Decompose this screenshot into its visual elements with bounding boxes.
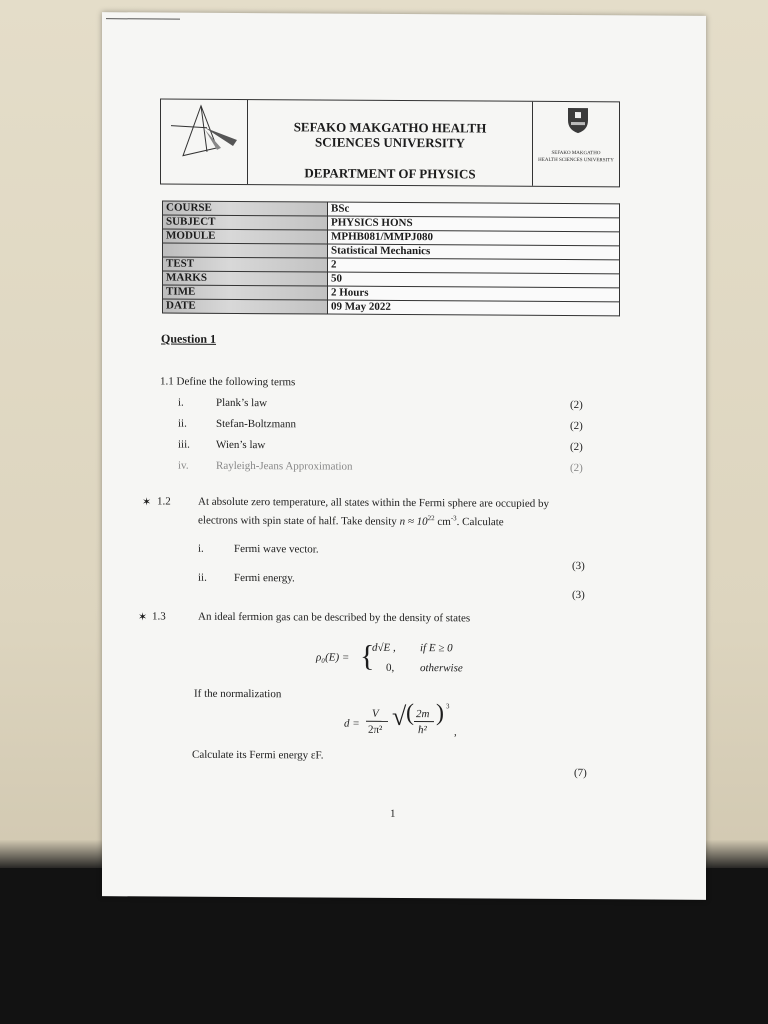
crest-text-line1: SEFAKO MAKGATHO <box>551 150 601 157</box>
info-label: MARKS <box>163 271 328 286</box>
page-number: 1 <box>390 807 396 820</box>
q12-text-d: . Calculate <box>456 515 504 529</box>
q12-text-a: electrons with spin state of half. Take density <box>198 514 397 528</box>
fraction-numerator: V <box>372 707 379 720</box>
q11-item-mark: (2) <box>570 441 583 454</box>
info-value: Statistical Mechanics <box>328 244 620 260</box>
q12-text-line2 <box>198 513 504 529</box>
info-label: TEST <box>163 257 328 272</box>
info-value: 50 <box>328 272 620 288</box>
course-info-table <box>162 201 620 317</box>
q12-density-exp: 22 <box>427 514 435 523</box>
q12-item-mark: (3) <box>572 560 585 573</box>
info-value: MPHB081/MMPJ080 <box>328 230 620 246</box>
q11-item-num: i. <box>178 396 184 409</box>
q11-item-text: Stefan-Boltzmann <box>216 417 297 431</box>
formula-comma: , <box>454 726 457 739</box>
fraction-denominator: 2π² <box>368 723 383 736</box>
q11-item-text: Rayleigh-Jeans Approximation <box>216 459 353 473</box>
q12-item-mark: (3) <box>572 589 585 602</box>
q11-item-num: iv. <box>178 459 189 472</box>
density-of-states-formula <box>316 651 349 663</box>
case2-expr: 0, <box>386 661 395 674</box>
info-label: MODULE <box>163 229 328 244</box>
info-label: TIME <box>163 285 328 300</box>
info-value: 2 Hours <box>328 286 620 302</box>
info-value: 09 May 2022 <box>328 300 620 316</box>
physics-logo <box>161 100 248 185</box>
q12-unit-exp: -3 <box>450 514 457 523</box>
sqrt-sign: √ <box>392 701 407 732</box>
fraction-bar <box>366 721 388 722</box>
q12-density: n ≈ 10 <box>399 515 428 528</box>
open-paren: ( <box>406 700 414 727</box>
table-row <box>163 299 620 316</box>
question-title: Question 1 <box>161 331 217 346</box>
prism-icon <box>161 100 247 185</box>
q11-item-mark: (2) <box>570 420 583 433</box>
info-value: BSc <box>328 202 620 218</box>
case2-condition <box>420 662 463 674</box>
info-label: COURSE <box>163 201 328 216</box>
left-brace: { <box>360 639 375 673</box>
info-label: SUBJECT <box>163 215 328 230</box>
inner-numerator: 2m <box>416 708 430 721</box>
inner-denominator: ħ² <box>418 724 427 737</box>
header-box <box>160 99 620 188</box>
q12-item-num: i. <box>198 542 204 555</box>
d-lhs: d = <box>344 717 360 730</box>
q13-number: 1.3 <box>152 610 166 623</box>
q11-item-text: Wien’s law <box>216 438 266 452</box>
case1-cond-text: if E ≥ 0 <box>420 642 453 655</box>
paper-edge-line <box>106 18 180 19</box>
handwritten-star-mark: ✶ <box>142 496 152 509</box>
case1-expr <box>372 642 396 654</box>
case2-cond-text: otherwise <box>420 662 463 675</box>
q12-text-line1: At absolute zero temperature, all states within the Fermi sphere are occupied by <box>198 495 549 510</box>
crest-icon <box>567 106 589 134</box>
department-name: DEPARTMENT OF PHYSICS <box>304 165 476 182</box>
q12-item-text: Fermi energy. <box>234 571 295 585</box>
university-name-line2: SCIENCES UNIVERSITY <box>315 134 465 151</box>
info-value: 2 <box>328 258 620 274</box>
university-crest <box>533 102 619 187</box>
exam-paper <box>102 12 706 900</box>
info-value: PHYSICS HONS <box>328 216 620 232</box>
close-paren: ) <box>436 700 444 727</box>
q12-number: 1.2 <box>157 495 171 508</box>
info-label: DATE <box>163 299 328 314</box>
info-label <box>163 243 328 258</box>
q12-item-num: ii. <box>198 571 207 584</box>
calc-fermi-energy: Calculate its Fermi energy εF. <box>192 748 324 762</box>
q11-intro: 1.1 Define the following terms <box>160 375 296 389</box>
exponent-3: 3 <box>446 702 450 711</box>
handwritten-star-mark: ✶ <box>138 611 148 624</box>
q12-unit: cm <box>434 515 451 528</box>
q11-item-text: Plank’s law <box>216 396 268 410</box>
case1-value: d√E , <box>372 641 396 654</box>
crest-text-line2: HEALTH SCIENCES UNIVERSITY <box>538 157 614 164</box>
case1-condition <box>420 642 453 654</box>
q12-item-text: Fermi wave vector. <box>234 542 319 556</box>
normalization-text: If the normalization <box>194 687 282 701</box>
q11-item-num: iii. <box>178 438 190 451</box>
q11-item-mark: (2) <box>570 399 583 412</box>
q13-mark: (7) <box>574 767 587 780</box>
inner-fraction-bar <box>414 721 434 722</box>
university-name-line1: SEFAKO MAKGATHO HEALTH <box>293 119 487 136</box>
q11-item-num: ii. <box>178 417 187 430</box>
rho-lhs: ρ₀(E) = <box>316 651 350 664</box>
q13-text: An ideal fermion gas can be described by the density of states <box>198 610 471 625</box>
q11-item-mark: (2) <box>570 462 583 475</box>
